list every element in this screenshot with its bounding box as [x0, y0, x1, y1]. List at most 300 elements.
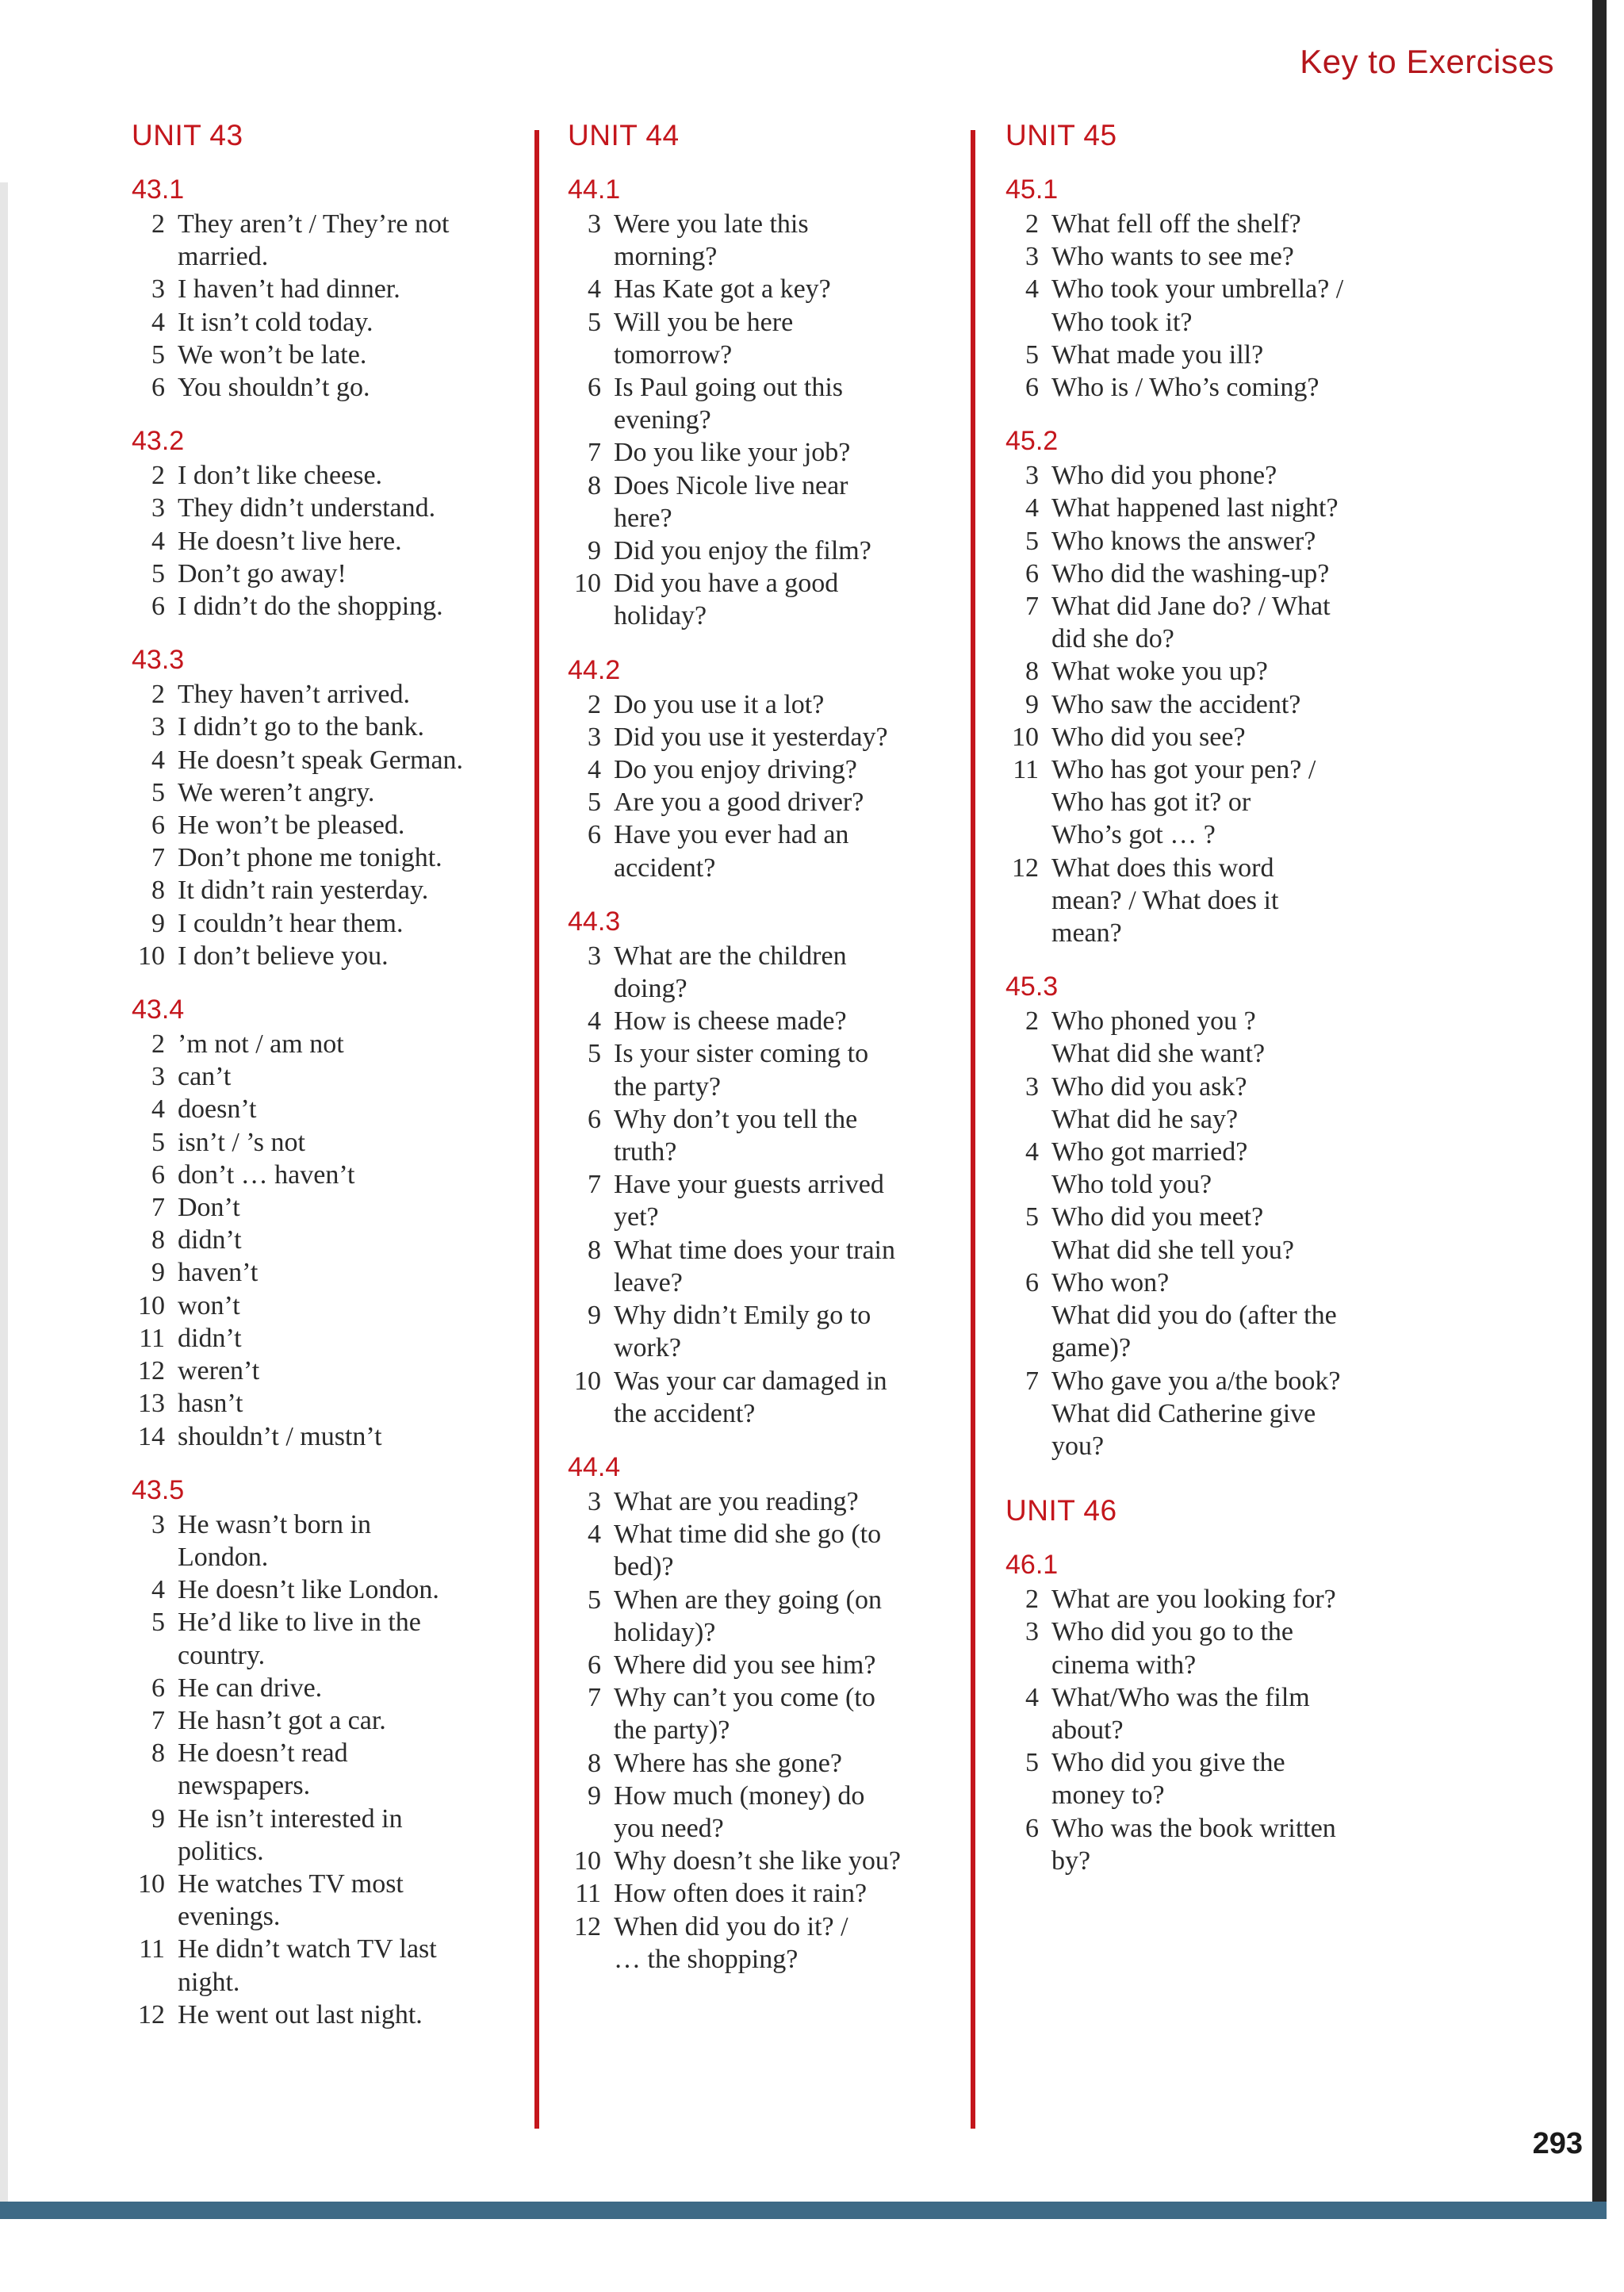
answer-item — [568, 306, 980, 371]
item-text — [614, 470, 980, 535]
exercise-number: 46.1 — [1005, 1550, 1059, 1581]
item-number: 3 — [1025, 1071, 1039, 1102]
item-text — [614, 1485, 980, 1518]
answer-item — [568, 818, 980, 883]
exercise — [568, 906, 980, 1430]
item-text — [178, 1060, 544, 1093]
item-text — [178, 1387, 544, 1420]
item-text — [178, 1999, 544, 2031]
item-line: How often does it rain? — [614, 1879, 868, 1909]
item-line: What did Catherine give — [1051, 1398, 1316, 1428]
item-line: you? — [1051, 1431, 1105, 1461]
item-number: 2 — [588, 689, 601, 719]
item-number: 6 — [1025, 1813, 1039, 1843]
answer-item — [132, 678, 544, 711]
answer-item — [132, 1704, 544, 1737]
item-line: … the shopping? — [614, 1944, 799, 1974]
exercise — [132, 426, 544, 623]
item-text — [1051, 1365, 1418, 1463]
item-text — [178, 492, 544, 524]
item-line: Did you use it yesterday? — [614, 722, 888, 752]
item-number: 3 — [588, 941, 601, 971]
item-line: yet? — [614, 1202, 659, 1232]
item-number: 6 — [151, 1673, 165, 1703]
item-number: 6 — [1025, 558, 1039, 588]
exercise-number: 44.4 — [568, 1451, 621, 1482]
item-number: 11 — [1013, 755, 1039, 785]
item-text — [178, 558, 544, 590]
item-line: Is Paul going out this — [614, 373, 844, 403]
item-number: 5 — [151, 777, 165, 807]
item-line: Who did you go to the — [1051, 1617, 1294, 1647]
answer-item — [1005, 558, 1418, 590]
answer-item — [132, 1355, 544, 1387]
item-line: Who did you meet? — [1051, 1202, 1264, 1232]
item-line: They haven’t arrived. — [178, 680, 410, 710]
item-number: 2 — [1025, 1006, 1039, 1037]
item-line: You shouldn’t go. — [178, 373, 370, 403]
answer-item — [1005, 1071, 1418, 1136]
item-line: country. — [178, 1640, 266, 1670]
item-line: Will you be here — [614, 307, 794, 337]
item-line: Who has got your pen? / — [1051, 755, 1316, 785]
item-line: married. — [178, 242, 269, 272]
exercise-number: 44.2 — [568, 654, 621, 685]
answer-item — [1005, 655, 1418, 688]
answer-item — [132, 525, 544, 558]
item-line: He hasn’t got a car. — [178, 1705, 386, 1735]
item-text — [614, 721, 980, 753]
answer-item — [132, 1508, 544, 1573]
item-line: did she do? — [1051, 624, 1174, 654]
item-number: 10 — [574, 1366, 601, 1396]
item-line: isn’t / ’s not — [178, 1127, 305, 1157]
answer-item — [568, 1365, 980, 1430]
answer-item — [1005, 492, 1418, 524]
item-number: 8 — [588, 1748, 601, 1778]
item-line: Why doesn’t she like you? — [614, 1846, 901, 1876]
item-number: 10 — [138, 1290, 165, 1320]
item-text — [178, 590, 544, 623]
item-number: 4 — [151, 745, 165, 775]
exercise — [568, 655, 980, 884]
answer-item — [132, 558, 544, 590]
item-line: It isn’t cold today. — [178, 307, 373, 337]
item-line: He watches TV most — [178, 1868, 404, 1899]
item-number: 5 — [588, 1585, 601, 1615]
answer-item — [568, 940, 980, 1005]
item-text — [614, 273, 980, 305]
item-line: He isn’t interested in — [178, 1803, 403, 1834]
answer-item — [132, 1606, 544, 1671]
answer-item — [1005, 273, 1418, 338]
item-line: He doesn’t like London. — [178, 1575, 439, 1605]
answer-item — [1005, 1136, 1418, 1201]
item-text — [178, 744, 544, 776]
item-number: 6 — [151, 592, 165, 622]
answer-item — [568, 1780, 980, 1845]
answer-item — [568, 721, 980, 753]
item-line: Who told you? — [1051, 1170, 1212, 1200]
column-3 — [1005, 119, 1418, 1899]
item-number: 9 — [1025, 689, 1039, 719]
item-line: Who won? — [1051, 1267, 1170, 1297]
item-line: morning? — [614, 242, 718, 272]
exercise — [132, 174, 544, 404]
item-text — [614, 1780, 980, 1845]
item-number: 3 — [1025, 461, 1039, 491]
item-number: 9 — [588, 536, 601, 566]
item-line: I didn’t do the shopping. — [178, 592, 443, 622]
item-number: 3 — [1025, 242, 1039, 272]
item-number: 4 — [1025, 493, 1039, 523]
answer-item — [568, 1747, 980, 1780]
item-text — [1051, 273, 1418, 338]
item-number: 4 — [1025, 1137, 1039, 1167]
answer-item — [568, 1845, 980, 1877]
item-number: 10 — [1012, 722, 1039, 752]
item-number: 7 — [588, 438, 601, 468]
item-line: Does Nicole live near — [614, 470, 848, 500]
item-text — [614, 1234, 980, 1299]
answer-item — [132, 744, 544, 776]
item-line: Who wants to see me? — [1051, 242, 1294, 272]
item-line: What did he say? — [1051, 1104, 1239, 1134]
item-number: 3 — [151, 712, 165, 742]
item-text — [178, 841, 544, 874]
item-number: 4 — [151, 1094, 165, 1125]
item-line: doesn’t — [178, 1094, 257, 1125]
item-text — [614, 1584, 980, 1649]
answer-item — [568, 1005, 980, 1037]
item-line: What are you reading? — [614, 1486, 859, 1516]
item-text — [178, 1704, 544, 1737]
answer-item — [568, 1877, 980, 1910]
item-line: didn’t — [178, 1323, 242, 1353]
answer-item — [132, 371, 544, 404]
item-number: 7 — [151, 843, 165, 873]
item-line: doing? — [614, 974, 688, 1004]
answer-item — [132, 492, 544, 524]
item-line: Who did you give the — [1051, 1748, 1285, 1778]
item-number: 10 — [574, 569, 601, 599]
column-2 — [568, 119, 980, 1998]
item-number: 9 — [588, 1301, 601, 1331]
item-number: 2 — [151, 209, 165, 239]
item-number: 4 — [151, 526, 165, 556]
item-text — [614, 1103, 980, 1168]
item-number: 6 — [151, 1159, 165, 1190]
item-line: What did she want? — [1051, 1039, 1266, 1069]
answer-item — [568, 1649, 980, 1681]
item-text — [614, 688, 980, 721]
item-text — [1051, 721, 1418, 753]
item-text — [1051, 208, 1418, 240]
item-number: 5 — [588, 1039, 601, 1069]
bottom-bar — [0, 2202, 1607, 2219]
item-text — [1051, 852, 1418, 950]
item-number: 3 — [1025, 1617, 1039, 1647]
item-number: 4 — [1025, 1682, 1039, 1712]
item-line: We weren’t angry. — [178, 777, 375, 807]
answer-item — [132, 1028, 544, 1060]
item-number: 6 — [588, 373, 601, 403]
item-line: Is your sister coming to — [614, 1039, 869, 1069]
item-text — [178, 1737, 544, 1802]
item-line: money to? — [1051, 1780, 1165, 1811]
item-number: 3 — [588, 722, 601, 752]
item-line: Who got married? — [1051, 1137, 1248, 1167]
item-line: the party? — [614, 1071, 721, 1102]
item-number: 6 — [151, 373, 165, 403]
item-line: don’t … haven’t — [178, 1159, 355, 1190]
item-line: Who saw the accident? — [1051, 689, 1301, 719]
item-number: 4 — [588, 755, 601, 785]
exercise — [1005, 972, 1418, 1462]
answer-item — [132, 1672, 544, 1704]
item-line: What/Who was the film — [1051, 1682, 1310, 1712]
item-line: Who was the book written — [1051, 1813, 1336, 1843]
answer-item — [568, 208, 980, 273]
item-text — [614, 940, 980, 1005]
item-line: Did you enjoy the film? — [614, 536, 871, 566]
item-number: 12 — [138, 1999, 165, 2029]
exercise — [1005, 426, 1418, 949]
item-number: 5 — [151, 1608, 165, 1638]
item-text — [178, 907, 544, 940]
item-line: When did you do it? / — [614, 1911, 848, 1941]
exercise-number: 43.2 — [132, 426, 185, 457]
item-text — [178, 459, 544, 492]
answer-item — [1005, 525, 1418, 558]
item-line: newspapers. — [178, 1771, 311, 1801]
item-line: leave? — [614, 1267, 683, 1297]
answer-item — [568, 753, 980, 786]
answer-item — [1005, 688, 1418, 721]
item-text — [178, 1803, 544, 1868]
answer-item — [132, 841, 544, 874]
item-text — [614, 1747, 980, 1780]
exercise — [1005, 1550, 1418, 1877]
item-text — [614, 306, 980, 371]
item-line: He’d like to live in the — [178, 1608, 421, 1638]
item-number: 2 — [1025, 209, 1039, 239]
exercise-number: 45.2 — [1005, 426, 1059, 457]
answer-item — [132, 940, 544, 972]
answer-item — [132, 1322, 544, 1355]
item-line: How is cheese made? — [614, 1006, 847, 1037]
item-number: 5 — [1025, 526, 1039, 556]
item-number: 10 — [138, 1868, 165, 1899]
answer-item — [1005, 852, 1418, 950]
answer-item — [132, 339, 544, 371]
answer-item — [568, 1168, 980, 1233]
item-text — [1051, 1201, 1418, 1266]
item-number: 2 — [1025, 1585, 1039, 1615]
unit-title: UNIT 43 — [132, 119, 243, 151]
item-line: Who did you ask? — [1051, 1071, 1247, 1102]
item-text — [178, 940, 544, 972]
item-text — [178, 1606, 544, 1671]
exercise — [132, 995, 544, 1453]
item-line: What happened last night? — [1051, 493, 1339, 523]
item-line: Are you a good driver? — [614, 788, 864, 818]
exercise-number: 43.4 — [132, 995, 185, 1025]
item-line: Why didn’t Emily go to — [614, 1301, 871, 1331]
item-number: 9 — [151, 1258, 165, 1288]
item-number: 12 — [574, 1911, 601, 1941]
item-number: 3 — [588, 209, 601, 239]
exercise-number: 44.1 — [568, 174, 621, 205]
item-text — [178, 371, 544, 404]
item-line: He can drive. — [178, 1673, 323, 1703]
item-line: Have you ever had an — [614, 820, 849, 850]
item-line: Who’s got … ? — [1051, 820, 1216, 850]
answer-item — [568, 688, 980, 721]
item-number: 9 — [151, 908, 165, 938]
item-number: 9 — [588, 1780, 601, 1811]
item-line: What woke you up? — [1051, 657, 1268, 687]
item-line: Who has got it? or — [1051, 788, 1251, 818]
item-line: tomorrow? — [614, 339, 733, 370]
item-number: 3 — [151, 274, 165, 305]
exercise-number: 45.1 — [1005, 174, 1059, 205]
answer-item — [132, 907, 544, 940]
exercise-number: 45.3 — [1005, 972, 1059, 1002]
item-line: He went out last night. — [178, 1999, 423, 2029]
answer-item — [132, 1868, 544, 1933]
item-number: 3 — [151, 1062, 165, 1092]
answer-item — [132, 1224, 544, 1256]
item-text — [178, 1420, 544, 1453]
item-line: Who phoned you ? — [1051, 1006, 1256, 1037]
item-text — [178, 1573, 544, 1606]
answer-item — [1005, 1201, 1418, 1266]
item-number: 5 — [1025, 1202, 1039, 1232]
item-line: I didn’t go to the bank. — [178, 712, 424, 742]
item-line: work? — [614, 1333, 681, 1363]
item-line: He doesn’t read — [178, 1738, 348, 1769]
item-number: 6 — [151, 811, 165, 841]
item-line: evening? — [614, 405, 711, 435]
item-number: 5 — [1025, 1748, 1039, 1778]
item-line: the accident? — [614, 1398, 756, 1428]
item-line: weren’t — [178, 1356, 260, 1386]
item-text — [178, 874, 544, 906]
answer-item — [132, 459, 544, 492]
answer-item — [568, 1485, 980, 1518]
answer-item — [1005, 240, 1418, 273]
item-text — [178, 339, 544, 371]
answer-item — [1005, 1267, 1418, 1365]
item-text — [1051, 459, 1418, 492]
item-number: 4 — [588, 274, 601, 305]
item-number: 8 — [151, 1738, 165, 1769]
item-line: hasn’t — [178, 1389, 243, 1419]
item-number: 13 — [138, 1389, 165, 1419]
item-line: What made you ill? — [1051, 339, 1264, 370]
item-number: 8 — [588, 1235, 601, 1265]
item-line: They didn’t understand. — [178, 493, 436, 523]
item-line: What are the children — [614, 941, 847, 971]
answer-item — [132, 1573, 544, 1606]
item-text — [614, 1649, 980, 1681]
item-text — [1051, 558, 1418, 590]
unit-title: UNIT 44 — [568, 119, 680, 151]
left-page-edge — [0, 182, 8, 2213]
item-line: Was your car damaged in — [614, 1366, 887, 1396]
item-number: 2 — [151, 461, 165, 491]
item-text — [614, 567, 980, 632]
answer-item — [568, 1518, 980, 1583]
item-line: politics. — [178, 1836, 264, 1866]
item-text — [178, 1508, 544, 1573]
exercise-number: 43.5 — [132, 1474, 185, 1505]
item-text — [614, 1299, 980, 1364]
answer-item — [132, 306, 544, 339]
item-number: 14 — [138, 1421, 165, 1451]
item-number: 9 — [151, 1803, 165, 1834]
item-text — [178, 525, 544, 558]
item-number: 6 — [588, 820, 601, 850]
item-number: 8 — [1025, 657, 1039, 687]
item-text — [178, 711, 544, 743]
item-number: 8 — [588, 470, 601, 500]
answer-item — [132, 1387, 544, 1420]
item-line: game)? — [1051, 1333, 1132, 1363]
answer-item — [132, 1126, 544, 1159]
answer-item — [132, 809, 544, 841]
item-text — [178, 809, 544, 841]
answer-item — [1005, 1005, 1418, 1070]
item-number: 6 — [1025, 373, 1039, 403]
item-line: What are you looking for? — [1051, 1585, 1336, 1615]
item-line: Were you late this — [614, 209, 809, 239]
item-line: I don’t believe you. — [178, 941, 389, 971]
item-number: 6 — [1025, 1267, 1039, 1297]
exercise-number: 43.3 — [132, 645, 185, 676]
item-line: cinema with? — [1051, 1650, 1197, 1680]
item-text — [178, 1126, 544, 1159]
item-text — [614, 535, 980, 567]
answer-item — [568, 1681, 980, 1746]
item-text — [614, 1005, 980, 1037]
item-number: 12 — [138, 1356, 165, 1386]
item-text — [614, 1518, 980, 1583]
item-line: How much (money) do — [614, 1780, 865, 1811]
item-number: 5 — [588, 307, 601, 337]
answer-item — [568, 1103, 980, 1168]
item-number: 5 — [151, 339, 165, 370]
exercise-number: 44.3 — [568, 906, 621, 937]
item-text — [1051, 655, 1418, 688]
item-text — [178, 208, 544, 273]
item-line: won’t — [178, 1290, 240, 1320]
answer-item — [132, 590, 544, 623]
item-number: 11 — [139, 1934, 165, 1964]
item-text — [614, 753, 980, 786]
item-text — [614, 1845, 980, 1877]
item-text — [178, 306, 544, 339]
answer-item — [568, 470, 980, 535]
item-line: When are they going (on — [614, 1585, 882, 1615]
item-text — [1051, 1267, 1418, 1365]
item-line: you need? — [614, 1813, 724, 1843]
answer-item — [132, 1999, 544, 2031]
item-line: London. — [178, 1542, 269, 1572]
item-text — [178, 1933, 544, 1998]
item-line: Who gave you a/the book? — [1051, 1366, 1341, 1396]
